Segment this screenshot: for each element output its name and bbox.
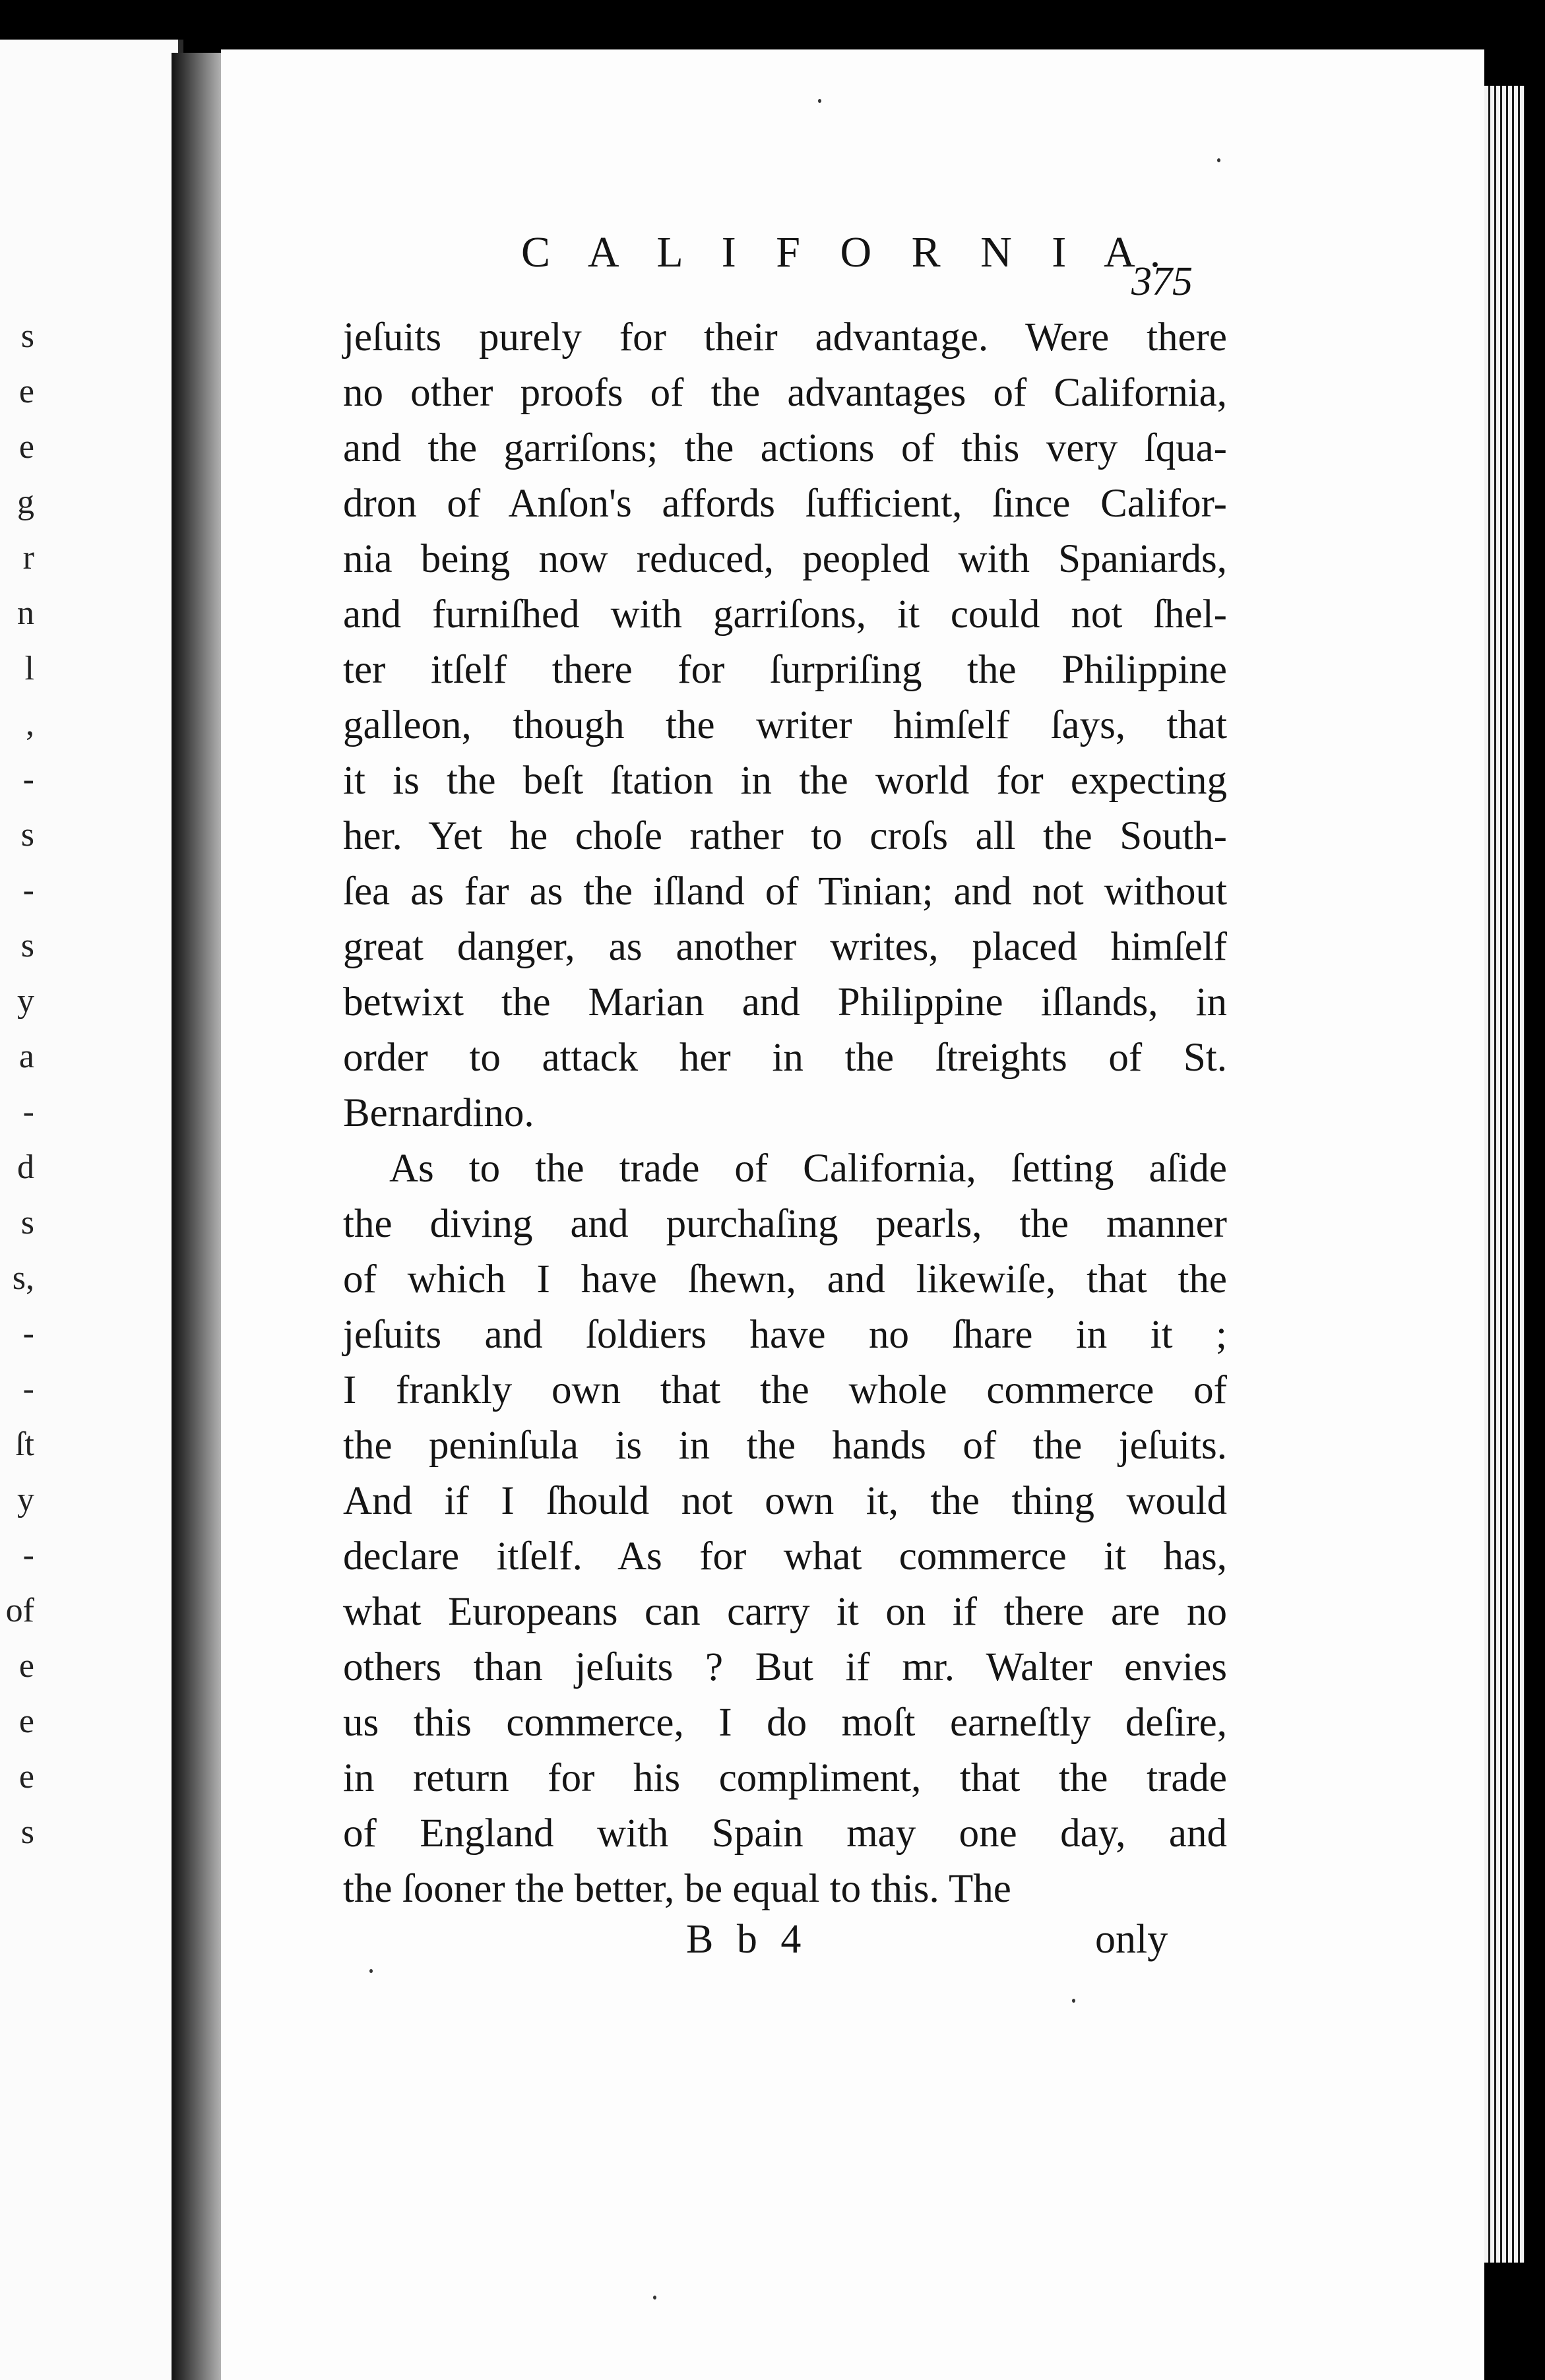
left-page-fragment: e	[18, 1758, 34, 1796]
left-page-fragment: -	[22, 871, 34, 909]
left-page-fragment: ,	[26, 705, 34, 743]
left-page-text-fragments	[0, 317, 40, 2032]
text-line: her. Yet he choſe rather to croſs all the South-	[343, 814, 1227, 858]
page-edges	[1484, 86, 1525, 2263]
left-page-edge	[0, 40, 183, 2380]
text-line: dron of Anſon's affords ſufficient, ſince Califor-	[343, 482, 1227, 526]
text-line: order to attack her in the ſtreights of St.	[343, 1036, 1227, 1080]
signature-mark: B b 4	[686, 1917, 808, 1962]
ink-speck	[1217, 158, 1220, 162]
left-page-fragment: ſt	[15, 1425, 34, 1463]
left-page-fragment: -	[22, 1370, 34, 1408]
left-page-fragment: of	[5, 1592, 34, 1629]
left-page-fragment: a	[18, 1038, 34, 1075]
text-line: in return for his compliment, that the trade	[343, 1756, 1227, 1800]
body-text	[343, 310, 1227, 1917]
left-page-fragment: r	[22, 539, 34, 577]
left-page-fragment: l	[24, 650, 34, 687]
text-line: jeſuits purely for their advantage. Were there	[343, 315, 1227, 360]
text-line: jeſuits and ſoldiers have no ſhare in it ;	[343, 1313, 1227, 1357]
binding-gutter	[172, 53, 224, 2380]
ink-speck	[818, 99, 821, 103]
text-line: the peninſula is in the hands of the jeſuits.	[343, 1424, 1227, 1468]
text-line: what Europeans can carry it on if there are no	[343, 1590, 1227, 1634]
paragraph-2	[343, 1141, 1227, 1917]
text-line: betwixt the Marian and Philippine iſlands, in	[343, 980, 1227, 1024]
left-page-fragment: e	[18, 428, 34, 466]
page-number: 375	[1131, 259, 1193, 304]
text-line: ſea as far as the iſland of Tinian; and not without	[343, 869, 1227, 914]
text-line: nia being now reduced, peopled with Spaniards,	[343, 537, 1227, 581]
text-line: As to the trade of California, ſetting aſide	[389, 1146, 1227, 1191]
left-page-fragment: -	[22, 761, 34, 798]
text-line: the diving and purchaſing pearls, the manner	[343, 1202, 1227, 1246]
left-page-fragment: -	[22, 1315, 34, 1352]
text-line: no other proofs of the advantages of California,	[343, 371, 1227, 415]
left-page-fragment: e	[18, 373, 34, 410]
left-page-fragment: e	[18, 1647, 34, 1685]
running-head: C A L I F O R N I A.	[521, 228, 1176, 276]
text-line: of which I have ſhewn, and likewiſe, that the	[343, 1257, 1227, 1301]
left-page-fragment: -	[22, 1093, 34, 1131]
ink-speck	[369, 1969, 373, 1973]
text-line: Bernardino.	[343, 1091, 534, 1135]
left-page-fragment: s,	[12, 1259, 34, 1297]
left-page-fragment: e	[18, 1703, 34, 1740]
text-line: And if I ſhould not own it, the thing would	[343, 1479, 1227, 1523]
text-line: of England with Spain may one day, and	[343, 1811, 1227, 1856]
catchword: only	[1095, 1917, 1168, 1962]
left-page-fragment: s	[20, 816, 34, 854]
left-page-fragment: g	[17, 484, 34, 521]
left-page-fragment: -	[22, 1536, 34, 1574]
ink-speck	[653, 2296, 656, 2300]
left-page-fragment: d	[17, 1148, 34, 1186]
left-page-fragment: y	[17, 982, 34, 1020]
left-page-fragment: s	[20, 927, 34, 964]
text-line: I frankly own that the whole commerce of	[343, 1368, 1227, 1412]
text-line: ter itſelf there for ſurpriſing the Philippine	[343, 648, 1227, 692]
left-page-fragment: y	[17, 1481, 34, 1519]
text-line: the ſooner the better, be equal to this. The	[343, 1867, 1011, 1911]
paragraph-1	[343, 310, 1227, 1141]
text-line: and furniſhed with garriſons, it could not ſhel-	[343, 592, 1227, 637]
left-page-fragment: s	[20, 1204, 34, 1241]
text-line: it is the beſt ſtation in the world for expecting	[343, 759, 1227, 803]
text-line: us this commerce, I do moſt earneſtly deſire,	[343, 1701, 1227, 1745]
text-line: declare itſelf. As for what commerce it has,	[343, 1534, 1227, 1579]
ink-speck	[1072, 1999, 1075, 2003]
left-page-fragment: s	[20, 1813, 34, 1851]
text-line: great danger, as another writes, placed himſelf	[343, 925, 1227, 969]
left-page-fragment: n	[17, 594, 34, 632]
left-page-fragment: s	[20, 317, 34, 355]
text-line: galleon, though the writer himſelf ſays, that	[343, 703, 1227, 747]
text-line: others than jeſuits ? But if mr. Walter envies	[343, 1645, 1227, 1689]
text-line: and the garriſons; the actions of this very ſqua-	[343, 426, 1227, 470]
